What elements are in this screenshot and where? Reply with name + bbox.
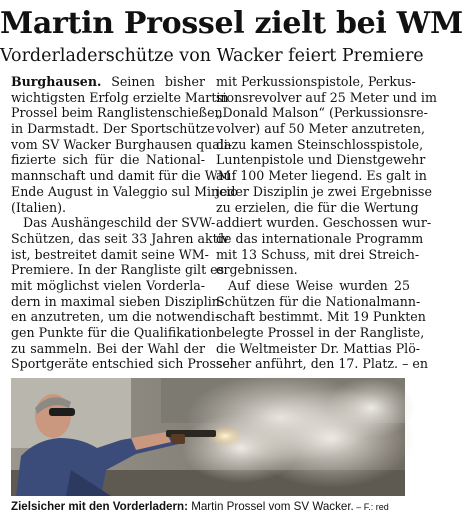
column-line: Luntenpistole und Dienstgewehr: [216, 152, 426, 168]
photo-credit: – F.: red: [353, 502, 389, 512]
column-line: (Italien).: [11, 199, 66, 215]
column-line: Schützen, das seit 33 Jahren aktiv: [11, 230, 229, 246]
column-line: addiert wurden. Geschossen wur-: [216, 215, 432, 231]
column-line: Das Aushängeschild der SVW-: [23, 215, 216, 231]
column-line: zu erzielen, die für die Wertung: [216, 199, 419, 215]
shooter-photo-illustration: [11, 378, 405, 496]
column-line: auf 100 Meter liegend. Es galt in: [216, 168, 427, 184]
column-line: mit möglichst vielen Vorderla-: [11, 277, 205, 293]
article-photo: [11, 378, 405, 496]
column-line: volver) auf 50 Meter anzutreten,: [216, 121, 425, 137]
subheadline: Vorderladerschütze von Wacker feiert Premiere: [0, 46, 424, 66]
column-line: belegte Prossel in der Rangliste,: [216, 325, 425, 340]
column-line: Prossel beim Ranglistenschießen: [11, 105, 223, 121]
column-line: Premiere. In der Rangliste gilt es: [11, 262, 225, 278]
column-line: die Weltmeister Dr. Mattias Plö-: [216, 340, 421, 356]
column-line: [11, 74, 205, 90]
article-column-right: [216, 74, 437, 372]
column-line: vom SV Wacker Burghausen quali-: [11, 136, 233, 152]
column-line: Ende August in Valeggio sul Mincio: [11, 183, 238, 199]
column-line: zu sammeln. Bei der Wahl der: [11, 340, 205, 356]
column-line: Schützen für die Nationalmann-: [216, 293, 421, 309]
column-line: mannschaft und damit für die WM: [11, 168, 231, 184]
column-line: dern in maximal sieben Disziplin-: [11, 293, 225, 309]
line-text: Seinen bisher: [101, 74, 205, 89]
column-line: jeder Disziplin je zwei Ergebnisse: [216, 183, 432, 199]
column-line: wichtigsten Erfolg erzielte Martin: [11, 89, 229, 105]
caption-lead: Zielsicher mit den Vorderladern:: [11, 500, 188, 513]
headline: Martin Prossel zielt bei WM: [0, 6, 463, 41]
column-line: Auf diese Weise wurden 25: [228, 277, 410, 293]
column-line: schaft bestimmt. Mit 19 Punkten: [216, 309, 426, 325]
column-line: sionsrevolver auf 25 Meter und im: [216, 89, 437, 105]
column-line: mit Perkussionspistole, Perkus-: [216, 74, 416, 89]
column-line: gen Punkte für die Qualifikation: [11, 325, 217, 340]
column-line: mit 13 Schuss, mit drei Streich-: [216, 246, 420, 262]
column-line: fizierte sich für die National-: [11, 152, 205, 168]
caption-text: Martin Prossel vom SV Wacker.: [187, 500, 354, 513]
column-line: Sportgeräte entschied sich Prossel: [11, 356, 234, 372]
column-line: en anzutreten, um die notwendi-: [11, 309, 220, 325]
column-line: dazu kamen Steinschlosspistole,: [216, 136, 424, 152]
dateline: Burghausen.: [11, 74, 102, 89]
article-column-left: [11, 74, 238, 372]
photo-caption: [11, 499, 405, 515]
column-line: de das internationale Programm: [216, 230, 424, 246]
column-line: scher anführt, den 17. Platz. – en: [216, 356, 428, 372]
column-line: ist, bestreitet damit seine WM-: [11, 246, 209, 262]
column-line: „Donald Malson“ (Perkussionsre-: [216, 105, 428, 121]
column-line: in Darmstadt. Der Sportschütze: [11, 121, 215, 137]
column-line: ergebnissen.: [216, 262, 298, 278]
